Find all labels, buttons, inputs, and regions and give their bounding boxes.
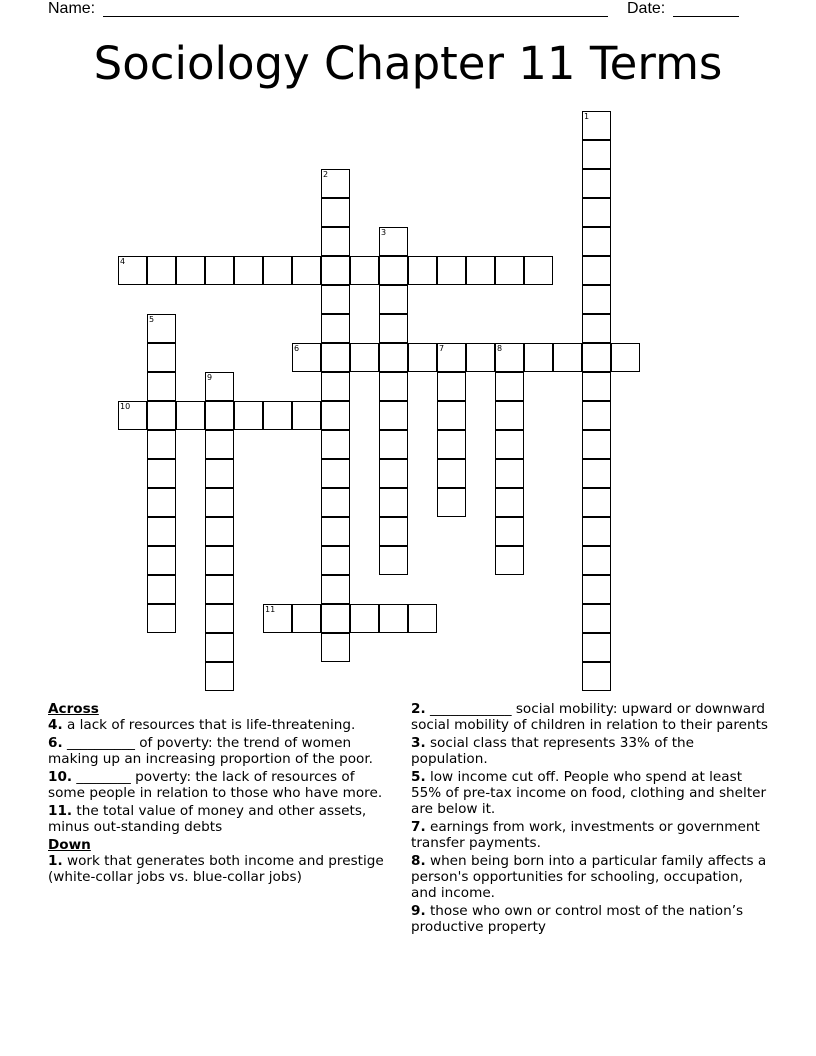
grid-cell[interactable] <box>379 488 408 517</box>
clue-item <box>48 717 393 733</box>
grid-cell[interactable] <box>350 256 379 285</box>
cell-number: 10 <box>120 402 131 411</box>
grid-cell[interactable] <box>263 604 292 633</box>
grid-cell[interactable] <box>379 546 408 575</box>
down-clue-list-right <box>411 701 769 935</box>
cell-number: 2 <box>323 170 329 179</box>
cell-number: 5 <box>149 315 155 324</box>
grid-cell[interactable] <box>321 198 350 227</box>
grid-cell[interactable] <box>147 488 176 517</box>
clue-text: those who own or control most of the nation’s productive property <box>411 903 744 935</box>
grid-cell[interactable] <box>147 546 176 575</box>
grid-cell[interactable] <box>205 575 234 604</box>
grid-cell[interactable] <box>582 604 611 633</box>
clue-item <box>411 819 769 851</box>
grid-cell[interactable] <box>321 256 350 285</box>
clue-text: the total value of money and other assets, minus out-standing debts <box>48 803 367 835</box>
grid-cell[interactable] <box>582 372 611 401</box>
grid-cell[interactable] <box>118 401 147 430</box>
grid-cell[interactable] <box>147 517 176 546</box>
grid-cell[interactable] <box>582 459 611 488</box>
grid-cell[interactable] <box>205 256 234 285</box>
clue-number: 5. <box>411 769 426 785</box>
grid-cell[interactable] <box>379 430 408 459</box>
grid-cell[interactable] <box>408 343 437 372</box>
grid-cell[interactable] <box>292 401 321 430</box>
clue-number: 11. <box>48 803 73 819</box>
grid-cell[interactable] <box>582 633 611 662</box>
grid-cell[interactable] <box>263 256 292 285</box>
grid-cell[interactable] <box>350 604 379 633</box>
grid-cell[interactable] <box>553 343 582 372</box>
grid-cell[interactable] <box>147 256 176 285</box>
grid-cell[interactable] <box>379 459 408 488</box>
clue-text: ____________ social mobility: upward or downward social mobility of children in relation to their parents <box>411 701 769 733</box>
grid-cell[interactable] <box>437 430 466 459</box>
clue-number: 9. <box>411 903 426 919</box>
clue-item <box>411 853 769 901</box>
grid-cell[interactable] <box>205 604 234 633</box>
across-clue-list <box>48 717 393 835</box>
clue-text: a lack of resources that is life-threatening. <box>66 717 356 733</box>
cell-number: 4 <box>120 257 126 266</box>
grid-cell[interactable] <box>321 169 350 198</box>
grid-cell[interactable] <box>292 256 321 285</box>
grid-cell[interactable] <box>321 372 350 401</box>
page-title: Sociology Chapter 11 Terms <box>93 37 723 90</box>
grid-cell[interactable] <box>437 401 466 430</box>
grid-cell[interactable] <box>379 604 408 633</box>
grid-cell[interactable] <box>379 343 408 372</box>
grid-cell[interactable] <box>495 488 524 517</box>
grid-cell[interactable] <box>611 343 640 372</box>
grid-cell[interactable] <box>379 314 408 343</box>
grid-cell[interactable] <box>379 372 408 401</box>
grid-cell[interactable] <box>205 633 234 662</box>
cell-number: 9 <box>207 373 213 382</box>
clue-item <box>411 735 769 767</box>
grid-cell[interactable] <box>205 401 234 430</box>
grid-cell[interactable] <box>466 343 495 372</box>
grid-cell[interactable] <box>582 169 611 198</box>
grid-cell[interactable] <box>524 256 553 285</box>
grid-cell[interactable] <box>437 488 466 517</box>
clue-text: work that generates both income and prestige (white-collar jobs vs. blue-collar jobs) <box>48 853 384 885</box>
grid-cell[interactable] <box>321 604 350 633</box>
cell-number: 8 <box>497 344 503 353</box>
clue-item <box>48 803 393 835</box>
grid-cell[interactable] <box>147 343 176 372</box>
grid-cell[interactable] <box>379 256 408 285</box>
grid-cell[interactable] <box>321 430 350 459</box>
grid-cell[interactable] <box>582 227 611 256</box>
grid-cell[interactable] <box>582 575 611 604</box>
grid-cell[interactable] <box>582 198 611 227</box>
grid-cell[interactable] <box>437 459 466 488</box>
grid-cell[interactable] <box>176 401 205 430</box>
name-label: Name: <box>48 0 96 17</box>
clue-item <box>411 903 769 935</box>
grid-cell[interactable] <box>379 517 408 546</box>
clue-number: 6. <box>48 735 63 751</box>
grid-cell[interactable] <box>582 111 611 140</box>
grid-cell[interactable] <box>205 662 234 691</box>
grid-cell[interactable] <box>205 372 234 401</box>
clue-column-left <box>48 701 393 887</box>
grid-cell[interactable] <box>495 256 524 285</box>
grid-cell[interactable] <box>437 256 466 285</box>
grid-cell[interactable] <box>495 546 524 575</box>
clue-number: 8. <box>411 853 426 869</box>
cell-number: 6 <box>294 344 300 353</box>
grid-cell[interactable] <box>582 401 611 430</box>
grid-cell[interactable] <box>408 604 437 633</box>
clue-number: 3. <box>411 735 426 751</box>
grid-cell[interactable] <box>524 343 553 372</box>
grid-cell[interactable] <box>582 430 611 459</box>
grid-cell[interactable] <box>321 227 350 256</box>
grid-cell[interactable] <box>582 343 611 372</box>
down-heading: Down <box>48 837 91 853</box>
grid-cell[interactable] <box>205 517 234 546</box>
grid-cell[interactable] <box>321 488 350 517</box>
grid-cell[interactable] <box>147 604 176 633</box>
clue-number: 4. <box>48 717 63 733</box>
grid-cell[interactable] <box>495 343 524 372</box>
grid-cell[interactable] <box>495 401 524 430</box>
grid-cell[interactable] <box>321 285 350 314</box>
across-heading: Across <box>48 701 99 717</box>
grid-cell[interactable] <box>205 488 234 517</box>
grid-cell[interactable] <box>437 372 466 401</box>
grid-cell[interactable] <box>147 401 176 430</box>
grid-cell[interactable] <box>582 140 611 169</box>
grid-cell[interactable] <box>582 256 611 285</box>
grid-cell[interactable] <box>582 517 611 546</box>
clue-text: when being born into a particular family affects a person's opportunities for schooling, occupation, and income. <box>411 853 767 901</box>
grid-cell[interactable] <box>495 517 524 546</box>
grid-cell[interactable] <box>234 256 263 285</box>
grid-cell[interactable] <box>350 343 379 372</box>
grid-cell[interactable] <box>582 662 611 691</box>
clue-text: earnings from work, investments or government transfer payments. <box>411 819 760 851</box>
grid-cell[interactable] <box>176 256 205 285</box>
grid-cell[interactable] <box>263 401 292 430</box>
grid-cell[interactable] <box>321 633 350 662</box>
clue-number: 1. <box>48 853 63 869</box>
grid-cell[interactable] <box>205 430 234 459</box>
grid-cell[interactable] <box>495 430 524 459</box>
grid-cell[interactable] <box>321 459 350 488</box>
grid-cell[interactable] <box>466 256 495 285</box>
clue-number: 10. <box>48 769 73 785</box>
grid-cell[interactable] <box>379 285 408 314</box>
date-label: Date: <box>627 0 666 17</box>
grid-cell[interactable] <box>582 488 611 517</box>
grid-cell[interactable] <box>437 343 466 372</box>
grid-cell[interactable] <box>321 546 350 575</box>
grid-cell[interactable] <box>292 343 321 372</box>
grid-cell[interactable] <box>321 401 350 430</box>
clue-text: low income cut off. People who spend at least 55% of pre-tax income on food, clothing and shelter are below it. <box>411 769 767 817</box>
grid-cell[interactable] <box>147 459 176 488</box>
clue-text: __________ of poverty: the trend of women making up an increasing proportion of the poor. <box>48 735 374 767</box>
grid-cell[interactable] <box>205 546 234 575</box>
grid-cell[interactable] <box>582 314 611 343</box>
grid-cell[interactable] <box>379 401 408 430</box>
grid-cell[interactable] <box>234 401 263 430</box>
grid-cell[interactable] <box>582 285 611 314</box>
grid-cell[interactable] <box>495 372 524 401</box>
grid-cell[interactable] <box>321 517 350 546</box>
grid-cell[interactable] <box>408 256 437 285</box>
clue-item <box>411 769 769 817</box>
clue-item <box>48 769 393 801</box>
grid-cell[interactable] <box>379 227 408 256</box>
clue-number: 2. <box>411 701 426 717</box>
cell-number: 7 <box>439 344 445 353</box>
clue-item <box>48 853 393 885</box>
grid-cell[interactable] <box>321 575 350 604</box>
clue-text: ________ poverty: the lack of resources of some people in relation to those who have more. <box>48 769 383 801</box>
grid-cell[interactable] <box>118 256 147 285</box>
grid-cell[interactable] <box>147 314 176 343</box>
grid-cell[interactable] <box>147 372 176 401</box>
grid-cell[interactable] <box>321 343 350 372</box>
clue-column-right <box>411 701 769 937</box>
cell-number: 3 <box>381 228 387 237</box>
clue-item <box>411 701 769 733</box>
grid-cell[interactable] <box>495 459 524 488</box>
clue-text: social class that represents 33% of the population. <box>411 735 695 767</box>
grid-cell[interactable] <box>205 459 234 488</box>
grid-cell[interactable] <box>147 575 176 604</box>
grid-cell[interactable] <box>321 314 350 343</box>
grid-cell[interactable] <box>582 546 611 575</box>
clue-item <box>48 735 393 767</box>
grid-cell[interactable] <box>292 604 321 633</box>
grid-cell[interactable] <box>147 430 176 459</box>
down-clue-list-left <box>48 853 393 885</box>
cell-number: 11 <box>265 605 276 614</box>
cell-number: 1 <box>584 112 590 121</box>
clue-number: 7. <box>411 819 426 835</box>
